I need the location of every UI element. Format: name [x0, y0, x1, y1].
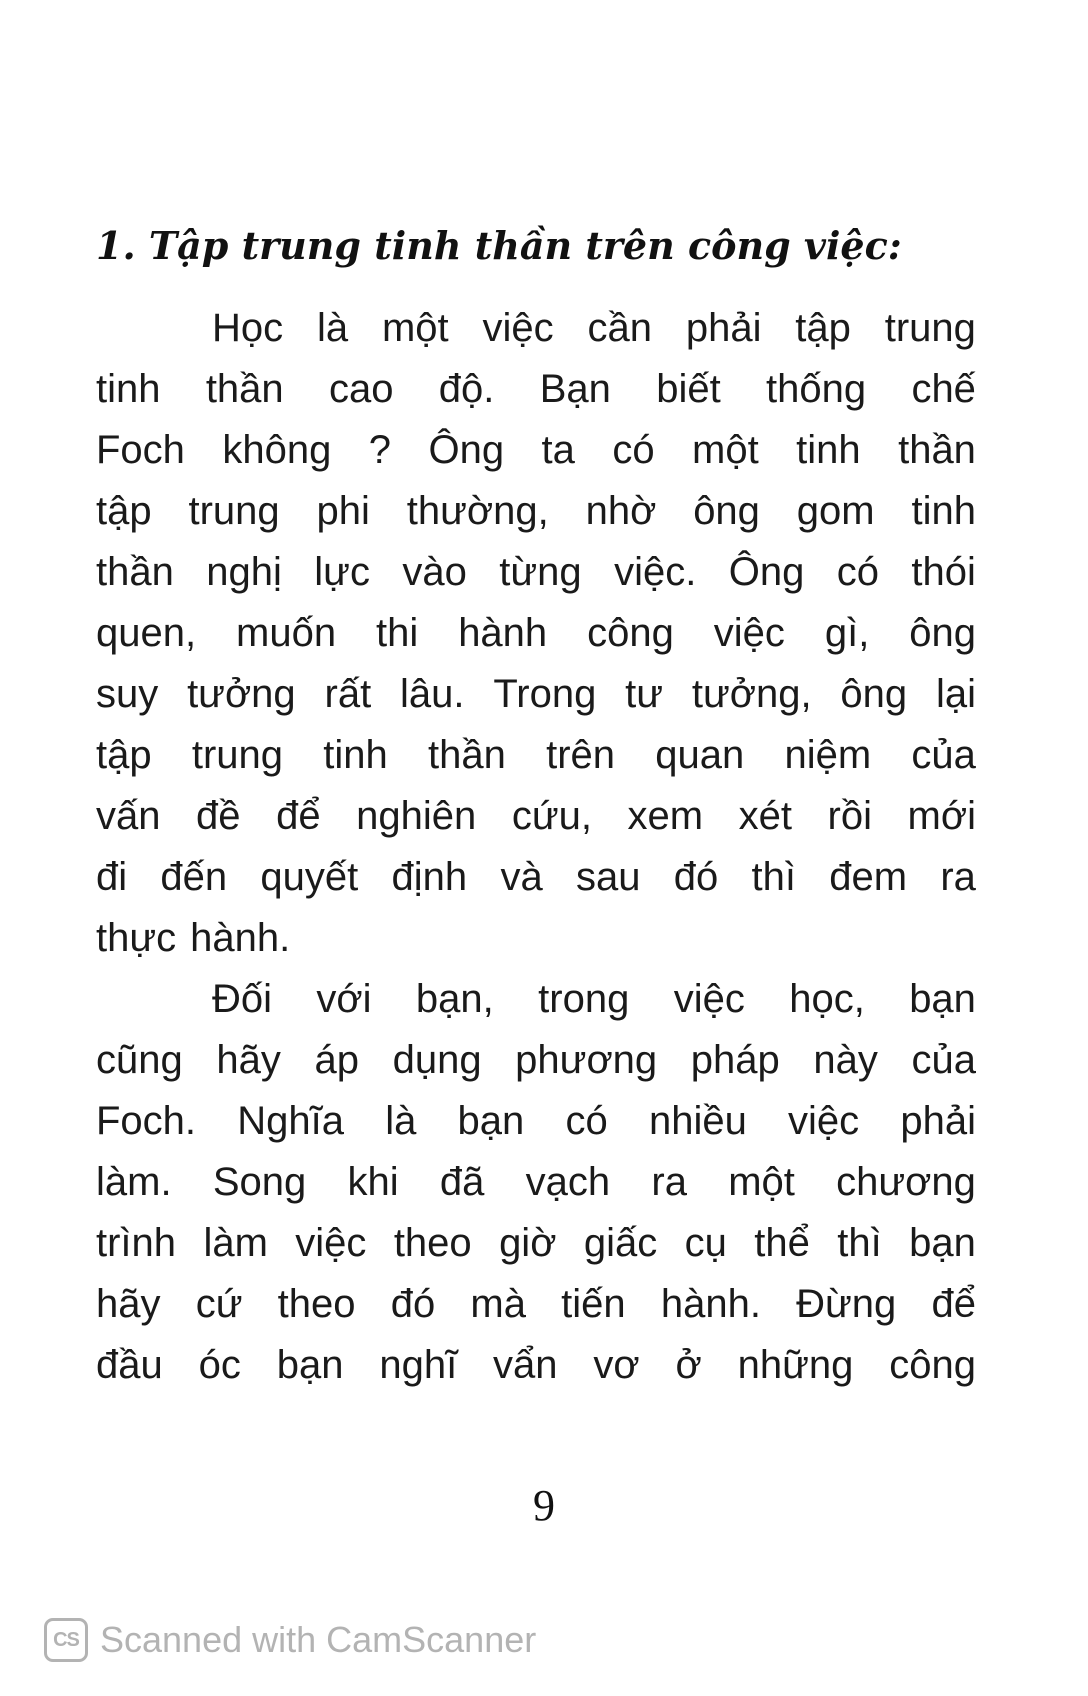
word: theo	[277, 1282, 356, 1326]
word: hãy	[216, 1038, 281, 1082]
text-line	[96, 1274, 976, 1335]
word: nghị	[206, 550, 282, 594]
word: việc	[482, 306, 554, 350]
word: dụng	[392, 1038, 482, 1082]
word: trên	[546, 733, 616, 777]
word: ông	[840, 672, 908, 716]
word: tưởng,	[691, 672, 812, 716]
word: tiến	[561, 1282, 626, 1326]
word: cứ	[195, 1282, 243, 1326]
word: đầu	[96, 1343, 163, 1387]
word: ông	[909, 611, 976, 655]
word: giờ	[499, 1221, 557, 1265]
word: trung	[188, 489, 280, 533]
word: tưởng	[187, 672, 296, 716]
word: bạn	[276, 1343, 344, 1387]
word: việc	[673, 977, 745, 1021]
word: là	[385, 1099, 417, 1143]
word: vơ	[593, 1343, 640, 1387]
word: phi	[316, 489, 370, 533]
word: đến	[160, 855, 228, 899]
word: trong	[538, 977, 630, 1021]
word: trung	[191, 733, 284, 777]
word: có	[836, 550, 879, 594]
word: công	[587, 611, 674, 655]
word: cũng	[96, 1038, 183, 1082]
word: tinh	[911, 489, 976, 533]
body-text	[96, 298, 976, 1396]
word: quen,	[96, 611, 197, 655]
text-line	[96, 664, 976, 725]
word: này	[813, 1038, 878, 1082]
word: khi	[347, 1160, 399, 1204]
word: thần	[205, 367, 284, 411]
word: nghiên	[356, 794, 477, 838]
word: của	[911, 1038, 976, 1082]
word: bạn	[457, 1099, 525, 1143]
word: thì	[751, 855, 796, 899]
word: vấn	[96, 794, 161, 838]
word: gì,	[824, 611, 870, 655]
word: óc	[198, 1343, 241, 1387]
word: việc	[713, 611, 785, 655]
text-line	[96, 481, 976, 542]
word: công	[889, 1343, 976, 1387]
word: Đừng	[796, 1282, 897, 1326]
word: việc.	[614, 550, 697, 594]
word: định	[391, 855, 468, 899]
word: nghĩ	[379, 1343, 458, 1387]
word: bạn	[909, 977, 976, 1021]
word: tinh	[796, 428, 861, 472]
word: hành	[458, 611, 548, 655]
word: hành.	[190, 916, 291, 960]
word: làm.	[96, 1160, 172, 1204]
word: thì	[837, 1221, 882, 1265]
text-line	[96, 1152, 976, 1213]
word: đó	[673, 855, 719, 899]
word: vạch	[525, 1160, 611, 1204]
word: việc	[788, 1099, 860, 1143]
word: phải	[900, 1099, 976, 1143]
word: rất	[324, 672, 372, 716]
word: thi	[376, 611, 419, 655]
word: lại	[935, 672, 976, 716]
word: thường,	[406, 489, 549, 533]
word: làm	[203, 1221, 268, 1265]
word: lực	[314, 550, 370, 594]
word: ở	[675, 1343, 702, 1387]
word: Đối	[212, 977, 273, 1021]
word: thần	[427, 733, 506, 777]
section-heading: 1. Tập trung tinh thần trên công việc:	[96, 223, 902, 268]
word: biết	[656, 367, 721, 411]
page-number: 9	[533, 1481, 555, 1530]
word: thần	[96, 550, 174, 594]
word: hãy	[96, 1282, 161, 1326]
word: Foch.	[96, 1099, 197, 1143]
word: và	[500, 855, 543, 899]
text-line	[96, 1091, 976, 1152]
word: nhiều	[648, 1099, 747, 1143]
word: trung	[884, 306, 976, 350]
word: tập	[96, 733, 152, 777]
word: tư	[625, 672, 664, 716]
word: mới	[907, 794, 976, 838]
word: đề	[196, 794, 241, 838]
word: tập	[96, 489, 152, 533]
word: gom	[796, 489, 875, 533]
word: giấc	[583, 1221, 658, 1265]
word: có	[565, 1099, 608, 1143]
word: để	[931, 1282, 976, 1326]
word: học,	[789, 977, 865, 1021]
word: cao	[328, 367, 394, 411]
word: quan	[655, 733, 745, 777]
word: ra	[940, 855, 976, 899]
word: trình	[96, 1221, 177, 1265]
word: sau	[575, 855, 641, 899]
watermark-text: Scanned with CamScanner	[100, 1619, 537, 1660]
word: với	[316, 977, 372, 1021]
word: tinh	[96, 367, 161, 411]
text-line	[96, 603, 976, 664]
word: bạn	[909, 1221, 976, 1265]
word: tập	[795, 306, 851, 350]
text-line	[96, 542, 976, 603]
word: nhờ	[585, 489, 657, 533]
word: đã	[439, 1160, 485, 1204]
word: Foch	[96, 428, 185, 472]
word: mà	[470, 1282, 526, 1326]
word: đi	[96, 855, 128, 899]
text-line	[96, 725, 976, 786]
camscanner-watermark	[44, 1614, 536, 1666]
word: thực	[96, 916, 177, 960]
word: thần	[898, 428, 976, 472]
word: chế	[911, 367, 976, 411]
word: hành.	[660, 1282, 761, 1326]
word: muốn	[236, 611, 337, 655]
word: Ông	[428, 428, 505, 472]
text-line	[96, 969, 976, 1030]
word: xét	[738, 794, 792, 838]
word: cứu,	[511, 794, 592, 838]
word: áp	[314, 1038, 359, 1082]
word: pháp	[690, 1038, 780, 1082]
text-line	[96, 1213, 976, 1274]
word: suy	[96, 672, 159, 716]
word: phải	[685, 306, 762, 350]
text-line	[96, 298, 976, 359]
word: ra	[651, 1160, 687, 1204]
text-line	[96, 908, 976, 969]
word: Song	[212, 1160, 307, 1204]
camscanner-logo-icon: CS	[44, 1618, 88, 1662]
word: vẩn	[493, 1343, 558, 1387]
text-line	[96, 420, 976, 481]
word: theo	[393, 1221, 472, 1265]
word: đem	[829, 855, 908, 899]
text-line	[96, 1030, 976, 1091]
word: cụ	[684, 1221, 727, 1265]
word: Bạn	[539, 367, 611, 411]
word: là	[316, 306, 349, 350]
word: Ông	[728, 550, 805, 594]
word: một	[381, 306, 449, 350]
text-line	[96, 847, 976, 908]
word: rồi	[827, 794, 872, 838]
word: ?	[368, 428, 392, 472]
word: vào	[402, 550, 467, 594]
text-line	[96, 786, 976, 847]
word: tinh	[323, 733, 388, 777]
word: quyết	[260, 855, 359, 899]
word: ta	[541, 428, 575, 472]
word: bạn,	[415, 977, 494, 1021]
word: Nghĩa	[237, 1099, 344, 1143]
word: từng	[499, 550, 582, 594]
word: đó	[390, 1282, 436, 1326]
word: ông	[693, 489, 760, 533]
word: lâu.	[400, 672, 465, 716]
word: của	[911, 733, 976, 777]
word: độ.	[438, 367, 495, 411]
word: thể	[754, 1221, 810, 1265]
word: Trong	[493, 672, 597, 716]
word: có	[612, 428, 655, 472]
word: việc	[295, 1221, 367, 1265]
word: xem	[627, 794, 704, 838]
word: niệm	[784, 733, 872, 777]
word: chương	[836, 1160, 976, 1204]
word: cần	[587, 306, 652, 350]
text-line	[96, 1335, 976, 1396]
word: thói	[911, 550, 976, 594]
word: không	[222, 428, 332, 472]
word: những	[737, 1343, 854, 1387]
word: để	[276, 794, 321, 838]
word: một	[728, 1160, 795, 1204]
word: thống	[766, 367, 867, 411]
word: một	[692, 428, 759, 472]
word: Học	[212, 306, 284, 350]
word: phương	[515, 1038, 658, 1082]
text-line	[96, 359, 976, 420]
